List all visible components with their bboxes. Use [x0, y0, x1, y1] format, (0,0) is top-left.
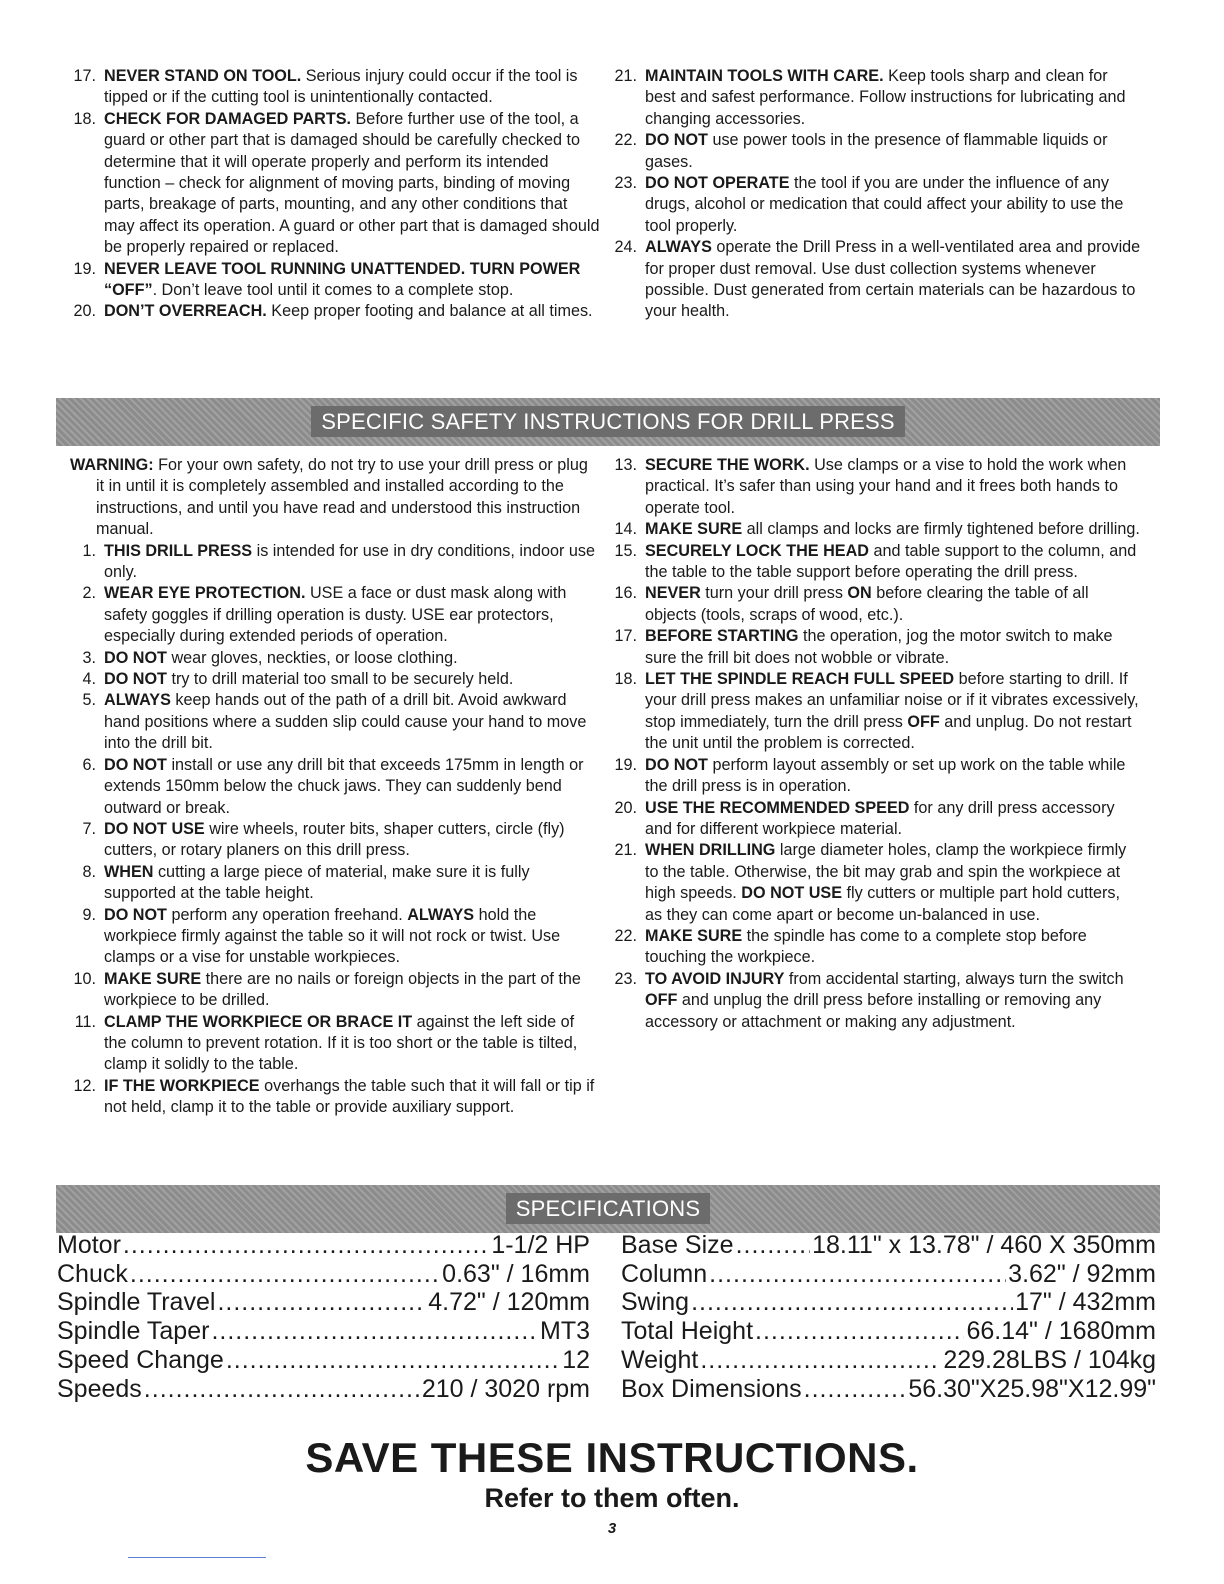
item-text: is intended for use in dry conditions, indoor use only.: [104, 541, 595, 582]
instruction-item: [611, 840, 1141, 926]
item-bold-lead: BEFORE STARTING: [645, 627, 799, 646]
instruction-item: [611, 130, 1141, 173]
item-number: 5.: [82, 691, 96, 710]
instruction-item: [611, 926, 1141, 969]
spec-leader-dots: [130, 1260, 440, 1289]
item-bold-inline: OFF: [645, 991, 678, 1010]
instruction-item: [70, 819, 600, 862]
spec-row: [621, 1231, 1156, 1260]
spec-row: [57, 1260, 590, 1289]
spec-label: Speed Change: [57, 1345, 224, 1374]
instruction-item: [611, 798, 1141, 841]
item-text: hold the workpiece firmly against the table so it will not rock or twist. Use clamps or a vise for unstable workpieces.: [104, 905, 561, 967]
top-left-column: [70, 66, 600, 323]
mid-right-column: [611, 455, 1141, 1033]
item-number: 22.: [614, 131, 637, 150]
spec-value: 1-1/2 HP: [491, 1231, 590, 1259]
item-text: perform layout assembly or set up work on the table while the drill press is in operation.: [645, 755, 1126, 796]
item-text: Serious injury could occur if the tool is tipped or if the cutting tool is unintentionally contacted.: [104, 67, 578, 107]
item-bold-lead: NEVER STAND ON TOOL.: [104, 67, 302, 85]
spec-row: [57, 1231, 590, 1260]
instruction-item: [70, 66, 600, 109]
spec-label: Motor: [57, 1231, 121, 1259]
item-text: turn your drill press: [700, 584, 848, 603]
item-text: there are no nails or foreign objects in the part of the workpiece to be drilled.: [104, 969, 581, 1010]
section-header-specifications: [56, 1185, 1160, 1233]
spec-value: 18.11" x 13.78" / 460 X 350mm: [812, 1231, 1156, 1259]
spec-value: 229.28LBS / 104kg: [943, 1345, 1156, 1374]
item-bold-lead: MAKE SURE: [645, 520, 743, 539]
instruction-item: [611, 583, 1141, 626]
item-text: from accidental starting, always turn the switch: [784, 969, 1124, 988]
item-bold-lead: DO NOT: [645, 755, 708, 774]
save-instructions-title: SAVE THESE INSTRUCTIONS.: [305, 1434, 919, 1481]
instruction-item: [70, 583, 600, 647]
spec-value: 56.30"X25.98"X12.99": [908, 1374, 1156, 1403]
spec-row: [57, 1375, 590, 1404]
spec-value: 210 / 3020 rpm: [421, 1374, 590, 1403]
item-bold-lead: DON’T OVERREACH.: [104, 302, 267, 321]
item-bold-lead: WEAR EYE PROTECTION.: [104, 584, 306, 603]
item-number: 23.: [614, 969, 637, 988]
item-number: 21.: [614, 67, 637, 85]
item-bold-lead: ALWAYS: [104, 691, 171, 710]
item-bold-lead: NEVER LEAVE TOOL RUNNING UNATTENDED. TURN POWER “OFF”: [104, 259, 581, 300]
item-number: 17.: [73, 67, 96, 85]
warning-text: For your own safety, do not try to use your drill press or plug it in until it is completely assembled and installed according to the instructions, and until you have read and understood this instruction manual.: [96, 456, 588, 539]
item-text: fly cutters or multiple part hold cutters, as they can come apart or become un-balanced in use.: [645, 884, 1121, 924]
spec-label: Weight: [621, 1345, 699, 1374]
item-bold-lead: DO NOT USE: [104, 819, 205, 838]
specs-right-column: [621, 1231, 1156, 1403]
item-bold-lead: CHECK FOR DAMAGED PARTS.: [104, 109, 352, 128]
warning-label: WARNING:: [70, 456, 154, 474]
spec-leader-dots: [144, 1375, 420, 1404]
item-text: use power tools in the presence of flammable liquids or gases.: [645, 131, 1108, 171]
spec-value: 4.72" / 120mm: [428, 1288, 590, 1317]
item-text: wear gloves, neckties, or loose clothing.: [166, 648, 458, 667]
item-bold-lead: DO NOT: [104, 670, 167, 689]
spec-row: [57, 1288, 590, 1317]
instruction-item: [70, 541, 600, 584]
item-number: 1.: [82, 541, 96, 560]
instruction-item: [611, 541, 1141, 584]
spec-label: Spindle Travel: [57, 1288, 216, 1317]
save-instructions-subtitle: Refer to them often.: [484, 1483, 740, 1513]
item-text: operate the Drill Press in a well-ventilated area and provide for proper dust removal. Use dust collection systems whenever possible. Dust generated from certain materials can be hazardous to your health.: [645, 238, 1141, 321]
spec-label: Column: [621, 1259, 708, 1288]
spec-label: Chuck: [57, 1259, 128, 1288]
page-number: 3: [607, 1520, 617, 1537]
item-bold-lead: IF THE WORKPIECE: [104, 1076, 260, 1095]
section-header-title: SPECIFIC SAFETY INSTRUCTIONS FOR DRILL PRESS: [311, 406, 905, 437]
item-bold-inline: ALWAYS: [407, 905, 475, 924]
item-text: the tool if you are under the influence of any drugs, alcohol or medication that could affect your ability to use the tool properly.: [645, 174, 1124, 235]
spec-value: 3.62" / 92mm: [1008, 1259, 1156, 1288]
instruction-item: [70, 969, 600, 1012]
warning-paragraph: [70, 455, 600, 541]
item-number: 21.: [614, 841, 637, 860]
item-bold-lead: DO NOT: [645, 131, 708, 150]
item-text: cutting a large piece of material, make sure it is fully supported at the table height.: [104, 862, 530, 903]
item-text: overhangs the table such that it will fall or tip if not held, clamp it to the table or provide auxiliary support.: [104, 1076, 595, 1117]
spec-label: Spindle Taper: [57, 1317, 210, 1346]
item-bold-lead: MAKE SURE: [645, 926, 743, 945]
instruction-item: [70, 669, 600, 690]
item-text: all clamps and locks are firmly tightened before drilling.: [742, 520, 1140, 539]
item-number: 9.: [82, 905, 96, 924]
item-bold-lead: MAINTAIN TOOLS WITH CARE.: [645, 67, 884, 85]
item-text: wire wheels, router bits, shaper cutters, circle (fly) cutters, or rotary planers on this drill press.: [104, 819, 565, 860]
item-bold-lead: NEVER: [645, 584, 701, 603]
item-bold-lead: SECURELY LOCK THE HEAD: [645, 541, 869, 560]
item-number: 4.: [82, 670, 96, 689]
item-bold-lead: DO NOT: [104, 905, 167, 924]
item-bold-lead: LET THE SPINDLE REACH FULL SPEED: [645, 670, 955, 689]
instruction-item: [70, 905, 600, 969]
instruction-item: [70, 648, 600, 669]
item-bold-inline: DO NOT USE: [741, 884, 843, 903]
instruction-item: [70, 755, 600, 819]
spec-value: 17" / 432mm: [1015, 1288, 1156, 1317]
item-number: 15.: [614, 541, 637, 560]
item-bold-inline: ON: [847, 584, 872, 603]
item-bold-lead: DO NOT: [104, 648, 167, 667]
item-number: 13.: [614, 456, 637, 474]
spec-label: Speeds: [57, 1374, 142, 1403]
item-number: 18.: [73, 109, 96, 128]
item-number: 20.: [73, 302, 96, 321]
item-number: 10.: [73, 969, 96, 988]
spec-label: Base Size: [621, 1231, 734, 1259]
spec-leader-dots: [736, 1231, 811, 1260]
instruction-item: [611, 455, 1141, 519]
spec-leader-dots: [691, 1288, 1013, 1317]
item-number: 18.: [614, 670, 637, 689]
item-text: try to drill material too small to be securely held.: [166, 670, 514, 689]
spec-leader-dots: [755, 1317, 964, 1346]
spec-leader-dots: [804, 1375, 907, 1404]
mid-left-list: [70, 541, 600, 1119]
spec-row: [621, 1375, 1156, 1404]
item-bold-lead: WHEN: [104, 862, 154, 881]
spec-row: [621, 1288, 1156, 1317]
item-bold-lead: DO NOT OPERATE: [645, 174, 790, 193]
instruction-item: [70, 862, 600, 905]
instruction-item: [70, 109, 600, 259]
spec-label: Box Dimensions: [621, 1374, 802, 1403]
spec-row: [621, 1346, 1156, 1375]
item-bold-lead: TO AVOID INJURY: [645, 969, 785, 988]
spec-leader-dots: [700, 1346, 941, 1375]
item-bold-inline: OFF: [907, 712, 940, 731]
spec-leader-dots: [217, 1288, 426, 1317]
instruction-item: [611, 519, 1141, 540]
item-text: perform any operation freehand.: [166, 905, 408, 924]
spec-value: 66.14" / 1680mm: [966, 1317, 1156, 1346]
item-number: 12.: [73, 1076, 96, 1095]
instruction-item: [611, 755, 1141, 798]
item-bold-lead: DO NOT: [104, 755, 167, 774]
item-number: 22.: [614, 926, 637, 945]
item-text: and table support to the column, and the table to the table support before operating the drill press.: [645, 541, 1137, 582]
spec-label: Total Height: [621, 1317, 754, 1346]
item-text: and unplug the drill press before installing or removing any accessory or attachment or making any adjustment.: [645, 991, 1102, 1031]
instruction-item: [611, 173, 1141, 237]
item-text: Keep proper footing and balance at all times.: [266, 302, 593, 321]
item-text: for any drill press accessory and for different workpiece material.: [645, 798, 1115, 838]
item-number: 7.: [82, 819, 96, 838]
item-number: 19.: [73, 259, 96, 278]
item-number: 6.: [82, 755, 96, 774]
instruction-item: [611, 969, 1141, 1033]
instruction-item: [70, 690, 600, 754]
item-text: USE a face or dust mask along with safety goggles if drilling operation is dusty. USE ear protectors, especially during extended periods of operation.: [104, 584, 567, 646]
spec-leader-dots: [123, 1231, 489, 1260]
item-number: 14.: [614, 520, 637, 539]
spec-leader-dots: [226, 1346, 560, 1375]
item-text: keep hands out of the path of a drill bit. Avoid awkward hand positions where a sudden slip could cause your hand to move into the drill bit.: [104, 691, 587, 753]
top-right-column: [611, 66, 1141, 323]
section-header-title: SPECIFICATIONS: [506, 1193, 711, 1224]
item-text: Use clamps or a vise to hold the work when practical. It’s safer than using your hand and it frees both hands to operate tool.: [645, 456, 1127, 517]
instruction-item: [611, 237, 1141, 323]
item-text: and unplug. Do not restart the unit until the problem is corrected.: [645, 712, 1132, 753]
item-bold-lead: THIS DRILL PRESS: [104, 541, 253, 560]
spec-label: Swing: [621, 1288, 690, 1317]
item-number: 19.: [614, 755, 637, 774]
spec-row: [621, 1317, 1156, 1346]
item-text: Before further use of the tool, a guard or other part that is damaged should be carefully checked to determine that it will operate properly and perform its intended function – check for alignment of moving parts, binding of moving parts, breakage of parts, mounting, and any other conditions that may affect its operation. A guard or other part that is damaged should be properly repaired or replaced.: [104, 109, 600, 257]
item-bold-lead: ALWAYS: [645, 238, 712, 257]
item-text: Keep tools sharp and clean for best and safest performance. Follow instructions for lubricating and changing accessories.: [645, 67, 1126, 128]
spec-value: 0.63" / 16mm: [442, 1259, 590, 1288]
item-number: 8.: [82, 862, 96, 881]
item-number: 3.: [82, 648, 96, 667]
item-bold-lead: SECURE THE WORK.: [645, 456, 810, 474]
spec-value: MT3: [540, 1317, 590, 1346]
instruction-item: [70, 1076, 600, 1119]
item-text: before starting to drill. If your drill press makes an unfamiliar noise or if it vibrates excessively, stop immediately, turn the drill press: [645, 670, 1139, 731]
spec-row: [57, 1317, 590, 1346]
item-text: . Don’t leave tool until it comes to a complete stop.: [152, 281, 514, 300]
mid-left-column: [70, 455, 600, 1119]
item-number: 2.: [82, 584, 96, 603]
item-text: large diameter holes, clamp the workpiece firmly to the table. Otherwise, the bit may grab and spin the workpiece at high speeds.: [645, 841, 1127, 903]
item-bold-lead: MAKE SURE: [104, 969, 202, 988]
item-text: the spindle has come to a complete stop before touching the workpiece.: [645, 926, 1087, 967]
item-bold-lead: WHEN DRILLING: [645, 841, 776, 860]
item-number: 16.: [614, 584, 637, 603]
item-text: before clearing the table of all objects (tools, scraps of wood, etc.).: [645, 584, 1089, 624]
instruction-item: [70, 259, 600, 302]
instruction-item: [611, 66, 1141, 130]
section-header-specific-safety: [56, 398, 1160, 446]
specs-left-column: [57, 1231, 590, 1403]
spec-leader-dots: [211, 1317, 538, 1346]
instruction-item: [611, 626, 1141, 669]
footer-rule: [128, 1557, 266, 1558]
spec-row: [57, 1346, 590, 1375]
spec-leader-dots: [709, 1260, 1006, 1289]
item-text: install or use any drill bit that exceeds 175mm in length or extends 150mm below the chuck jaws. They can suddenly bend outward or break.: [104, 755, 584, 817]
item-number: 24.: [614, 238, 637, 257]
spec-row: [621, 1260, 1156, 1289]
item-number: 20.: [614, 798, 637, 817]
item-text: the operation, jog the motor switch to make sure the frill bit does not wobble or vibrate.: [645, 627, 1113, 667]
instruction-item: [611, 669, 1141, 755]
item-number: 17.: [614, 627, 637, 646]
item-text: against the left side of the column to prevent rotation. If it is too short or the table is tilted, clamp it solidly to the table.: [104, 1012, 578, 1074]
spec-value: 12: [562, 1345, 590, 1374]
instruction-item: [70, 301, 600, 322]
item-number: 11.: [74, 1012, 96, 1031]
instruction-item: [70, 1012, 600, 1076]
item-bold-lead: CLAMP THE WORKPIECE OR BRACE IT: [104, 1012, 413, 1031]
item-bold-lead: USE THE RECOMMENDED SPEED: [645, 798, 910, 817]
item-number: 23.: [614, 174, 637, 193]
